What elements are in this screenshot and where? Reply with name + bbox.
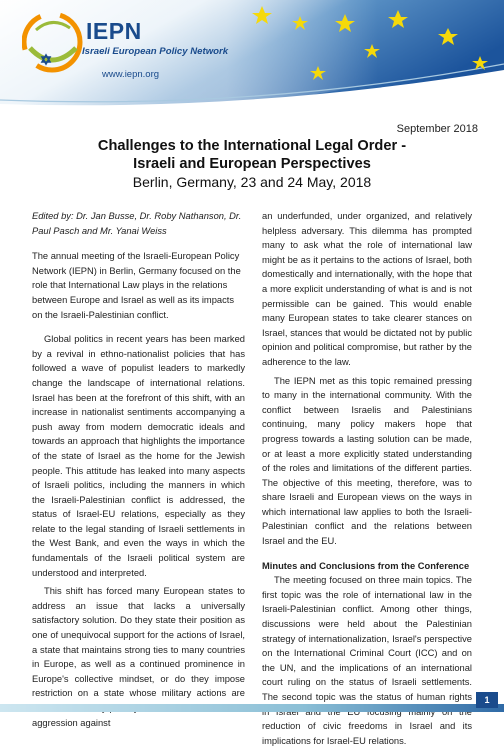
left-column: [32, 209, 245, 730]
editors-credit: Edited by: Dr. Jan Busse, Dr. Roby Nathanson, Dr. Paul Pasch and Mr. Yanai Weiss: [32, 211, 242, 236]
body-paragraph: This shift has forced many European states to address an issue that lacks a universally satisfactory solution. Do they state their position as one of unequivocal support for the actions of Israel, a state that maintains strong ties to many countries in Europe, as well as a continued prominence in Europe's collective mindset, or do they impose restriction on a state whose military actions are aggression against: [32, 586, 245, 728]
right-column: [262, 209, 472, 748]
logo-globe-icon: [22, 10, 84, 74]
intro-paragraph: The annual meeting of the Israeli-European Policy Network (IEPN) in Berlin, Germany focused on the role that International Law plays in the relations between Europe and Israel as well as its impacts on the Israeli-Palestinian conflict.: [32, 251, 241, 320]
title-line-1: Challenges to the International Legal Order -: [97, 138, 407, 154]
header-banner: [0, 0, 504, 112]
logo-title: IEPN: [86, 18, 142, 44]
iepn-logo[interactable]: [22, 6, 229, 86]
section-heading: Minutes and Conclusions from the Conference: [262, 560, 470, 571]
body-paragraph: The IEPN met as this topic remained pressing to many in the international community. With the conflict between Israelis and Palestinians continuing, many policy makers hope that progress towards a lasting solution can be made, or at least a more explicitly stated understanding of the roles and limitations of the different parties. The objective of this meeting, therefore, was to share Israeli and European views on the ways in which international law applies to both the Israeli-Palestinian conflict and the relations between Israel and the EU.: [262, 375, 472, 547]
body-paragraph: The meeting focused on three main topics. The first topic was the role of international law in the Israeli-Palestinian conflict. Among other things, discussions were held about the Palestinian strategy of internationalization, Israel's perspective on the International Criminal Court (ICC) and on the UN, and the implications of an international court ruling on the status of Israeli settlements. The second topic was the status of human rights reduction of civic freedoms in Israel and its implications for Israel-EU relations.: [262, 575, 472, 746]
document-title: [0, 137, 504, 191]
title-line-2: Israeli and European Perspectives: [133, 156, 371, 172]
page-number: 1: [476, 692, 498, 708]
publication-date: September 2018: [396, 123, 478, 135]
logo-subtitle: Israeli European Policy Network: [82, 46, 229, 57]
title-location-date: Berlin, Germany, 23 and 24 May, 2018: [132, 174, 372, 190]
logo-url[interactable]: www.iepn.org: [102, 69, 160, 80]
footer-bar: [0, 704, 504, 712]
body-paragraph: Global politics in recent years has been marked by a revival in ethno-nationalist policies that has followed a wave of populist leaders to markedly change the landscape of international relations. Israel has been at the forefront of this shift, with an increase in nationalist sentiments accompanying a push away from modern democratic ideals and towards an approach that highlights the importance of the state of Israel as the home for the Jewish people. This attitude has leaked into many aspects of Israeli politics, including the manners in which the Israeli-Palestinian conflict is addressed, the status of Israel-EU relations, especially as they relate to the legal standing of Israeli settlements in the West Bank, and even the ways in which the fundamentals of the Israeli political system are understood and interpreted.: [32, 334, 245, 578]
body-paragraph: an underfunded, under organized, and relatively helpless adversary. This dilemma has prompted many to ask what the role of international law might be as it pertains to the actions of Israel, both domestically and internationally, with the hope that a more explicit understanding of what is and is not permissible can be gained. This would enable many European states to take clearer stances on Israel, stances that would be dictated not by public opinion and political compromise, but rather by the adherence to the law.: [262, 211, 472, 367]
